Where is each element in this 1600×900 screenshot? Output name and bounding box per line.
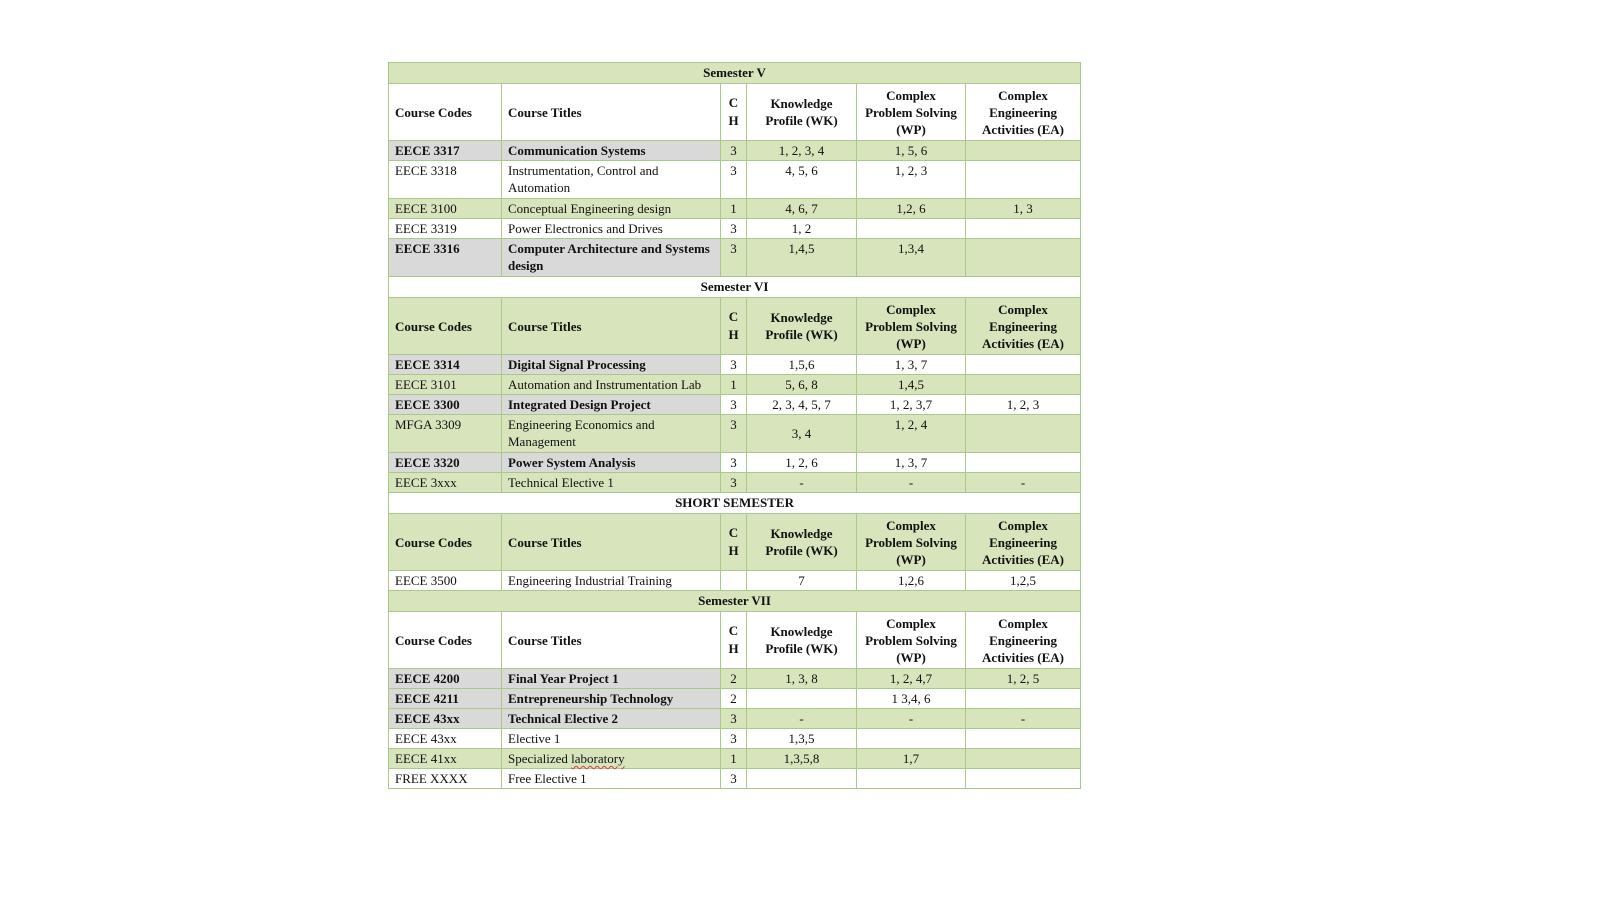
course-title: Final Year Project 1 — [502, 669, 721, 689]
course-wp: - — [857, 709, 966, 729]
course-title: Computer Architecture and Systems design — [502, 239, 721, 277]
course-ch: 3 — [721, 239, 747, 277]
course-row — [389, 161, 1081, 199]
course-row — [389, 395, 1081, 415]
course-ea — [966, 375, 1081, 395]
course-ea — [966, 769, 1081, 789]
course-ch: 3 — [721, 453, 747, 473]
course-ch: 3 — [721, 395, 747, 415]
course-title: Communication Systems — [502, 141, 721, 161]
course-wk: 1, 2, 3, 4 — [747, 141, 857, 161]
course-wp: 1, 2, 3 — [857, 161, 966, 199]
header-ch-h: H — [728, 641, 739, 656]
column-header-row — [389, 514, 1081, 571]
column-header-row — [389, 612, 1081, 669]
course-wp: 1, 3, 7 — [857, 453, 966, 473]
header-ch-h: H — [728, 543, 739, 558]
course-row — [389, 689, 1081, 709]
course-ea — [966, 161, 1081, 199]
course-ea — [966, 729, 1081, 749]
course-ea: 1, 2, 5 — [966, 669, 1081, 689]
course-wk — [747, 769, 857, 789]
course-title: Automation and Instrumentation Lab — [502, 375, 721, 395]
course-ea — [966, 355, 1081, 375]
course-title-text: Specialized — [508, 751, 572, 766]
spellcheck-flagged-word: laboratory — [571, 751, 625, 766]
course-row — [389, 199, 1081, 219]
semester-heading — [389, 277, 1081, 298]
header-credit-hours — [721, 612, 747, 669]
course-ea — [966, 453, 1081, 473]
course-ea: 1, 3 — [966, 199, 1081, 219]
course-ea: - — [966, 709, 1081, 729]
course-title: Elective 1 — [502, 729, 721, 749]
header-complex-problem-solving: Complex Problem Solving (WP) — [857, 612, 966, 669]
header-credit-hours — [721, 514, 747, 571]
course-code: EECE 43xx — [389, 729, 502, 749]
header-complex-engineering-activities: Complex Engineering Activities (EA) — [966, 612, 1081, 669]
course-title: Instrumentation, Control and Automation — [502, 161, 721, 199]
course-wk: 4, 5, 6 — [747, 161, 857, 199]
course-ea — [966, 749, 1081, 769]
course-title: Conceptual Engineering design — [502, 199, 721, 219]
course-code: EECE 3316 — [389, 239, 502, 277]
course-wp — [857, 769, 966, 789]
header-knowledge-profile: Knowledge Profile (WK) — [747, 298, 857, 355]
course-wk: 1, 2, 6 — [747, 453, 857, 473]
course-ea — [966, 141, 1081, 161]
course-code: FREE XXXX — [389, 769, 502, 789]
course-code: MFGA 3309 — [389, 415, 502, 453]
course-mapping-table — [388, 62, 1080, 789]
course-row — [389, 415, 1081, 453]
semester-heading — [389, 591, 1081, 612]
course-ch — [721, 571, 747, 591]
course-code: EECE 3318 — [389, 161, 502, 199]
course-wp: 1, 2, 4,7 — [857, 669, 966, 689]
course-wp: 1, 5, 6 — [857, 141, 966, 161]
course-ch: 3 — [721, 355, 747, 375]
course-wk: 3, 4 — [747, 415, 857, 453]
header-complex-problem-solving: Complex Problem Solving (WP) — [857, 514, 966, 571]
course-wp: 1, 2, 3,7 — [857, 395, 966, 415]
header-knowledge-profile: Knowledge Profile (WK) — [747, 612, 857, 669]
course-wk: 1, 2 — [747, 219, 857, 239]
course-wp: - — [857, 473, 966, 493]
header-complex-engineering-activities: Complex Engineering Activities (EA) — [966, 84, 1081, 141]
course-ea — [966, 219, 1081, 239]
course-wp: 1,7 — [857, 749, 966, 769]
course-wk: 5, 6, 8 — [747, 375, 857, 395]
course-row — [389, 769, 1081, 789]
course-code: EECE 3319 — [389, 219, 502, 239]
header-course-codes: Course Codes — [389, 298, 502, 355]
course-row — [389, 729, 1081, 749]
course-wp: 1, 3, 7 — [857, 355, 966, 375]
header-knowledge-profile: Knowledge Profile (WK) — [747, 514, 857, 571]
semester-title: Semester VI — [389, 277, 1081, 298]
course-row — [389, 219, 1081, 239]
course-ch: 3 — [721, 219, 747, 239]
course-row — [389, 375, 1081, 395]
course-wk: 4, 6, 7 — [747, 199, 857, 219]
course-ch: 3 — [721, 769, 747, 789]
course-wk: 1,5,6 — [747, 355, 857, 375]
course-row — [389, 141, 1081, 161]
semester-heading — [389, 63, 1081, 84]
course-row — [389, 239, 1081, 277]
course-wp: 1,4,5 — [857, 375, 966, 395]
course-wp: 1 3,4, 6 — [857, 689, 966, 709]
course-wk: 1,3,5,8 — [747, 749, 857, 769]
course-code: EECE 3500 — [389, 571, 502, 591]
course-code: EECE 41xx — [389, 749, 502, 769]
header-course-titles: Course Titles — [502, 612, 721, 669]
course-title: Engineering Economics and Management — [502, 415, 721, 453]
course-wk: 1,4,5 — [747, 239, 857, 277]
course-ch: 1 — [721, 199, 747, 219]
column-header-row — [389, 298, 1081, 355]
header-course-codes: Course Codes — [389, 612, 502, 669]
course-ch: 3 — [721, 415, 747, 453]
course-ea — [966, 239, 1081, 277]
header-course-titles: Course Titles — [502, 514, 721, 571]
course-wp: 1,2,6 — [857, 571, 966, 591]
course-title: Digital Signal Processing — [502, 355, 721, 375]
header-credit-hours — [721, 84, 747, 141]
course-wk: 2, 3, 4, 5, 7 — [747, 395, 857, 415]
course-code: EECE 43xx — [389, 709, 502, 729]
course-row — [389, 709, 1081, 729]
course-code: EECE 3320 — [389, 453, 502, 473]
header-ch-c: C — [728, 525, 739, 540]
course-row — [389, 571, 1081, 591]
course-ea: - — [966, 473, 1081, 493]
header-complex-problem-solving: Complex Problem Solving (WP) — [857, 298, 966, 355]
course-code: EECE 3101 — [389, 375, 502, 395]
course-ea: 1,2,5 — [966, 571, 1081, 591]
header-credit-hours — [721, 298, 747, 355]
course-title — [502, 749, 721, 769]
course-wp: 1,3,4 — [857, 239, 966, 277]
course-wk: 1, 3, 8 — [747, 669, 857, 689]
header-ch-h: H — [728, 113, 739, 128]
course-code: EECE 3xxx — [389, 473, 502, 493]
course-row — [389, 749, 1081, 769]
course-ch: 3 — [721, 161, 747, 199]
header-ch-c: C — [728, 309, 739, 324]
course-code: EECE 3300 — [389, 395, 502, 415]
semester-heading — [389, 493, 1081, 514]
header-course-titles: Course Titles — [502, 84, 721, 141]
course-code: EECE 4200 — [389, 669, 502, 689]
header-ch-h: H — [728, 327, 739, 342]
course-wp: 1, 2, 4 — [857, 415, 966, 453]
semester-title: Semester VII — [389, 591, 1081, 612]
course-wp: 1,2, 6 — [857, 199, 966, 219]
course-wk: 1,3,5 — [747, 729, 857, 749]
course-wk: - — [747, 473, 857, 493]
course-code: EECE 3100 — [389, 199, 502, 219]
semester-title: SHORT SEMESTER — [389, 493, 1081, 514]
course-ch: 3 — [721, 709, 747, 729]
course-title: Free Elective 1 — [502, 769, 721, 789]
course-ch: 3 — [721, 473, 747, 493]
header-ch-c: C — [728, 95, 739, 110]
course-code: EECE 4211 — [389, 689, 502, 709]
header-course-codes: Course Codes — [389, 514, 502, 571]
header-course-codes: Course Codes — [389, 84, 502, 141]
course-title: Technical Elective 2 — [502, 709, 721, 729]
course-wk: - — [747, 709, 857, 729]
course-row — [389, 355, 1081, 375]
course-ea — [966, 689, 1081, 709]
header-complex-problem-solving: Complex Problem Solving (WP) — [857, 84, 966, 141]
course-code: EECE 3317 — [389, 141, 502, 161]
course-table — [388, 62, 1081, 789]
header-complex-engineering-activities: Complex Engineering Activities (EA) — [966, 298, 1081, 355]
header-ch-c: C — [728, 623, 739, 638]
course-row — [389, 669, 1081, 689]
course-title: Entrepreneurship Technology — [502, 689, 721, 709]
course-title: Technical Elective 1 — [502, 473, 721, 493]
course-row — [389, 473, 1081, 493]
course-row — [389, 453, 1081, 473]
course-title: Integrated Design Project — [502, 395, 721, 415]
header-course-titles: Course Titles — [502, 298, 721, 355]
course-ea — [966, 415, 1081, 453]
course-code: EECE 3314 — [389, 355, 502, 375]
course-title: Power Electronics and Drives — [502, 219, 721, 239]
course-wp — [857, 729, 966, 749]
course-wk: 7 — [747, 571, 857, 591]
course-wk — [747, 689, 857, 709]
course-title: Power System Analysis — [502, 453, 721, 473]
header-knowledge-profile: Knowledge Profile (WK) — [747, 84, 857, 141]
course-wp — [857, 219, 966, 239]
column-header-row — [389, 84, 1081, 141]
course-ea: 1, 2, 3 — [966, 395, 1081, 415]
course-title: Engineering Industrial Training — [502, 571, 721, 591]
semester-title: Semester V — [389, 63, 1081, 84]
course-ch: 2 — [721, 689, 747, 709]
course-ch: 3 — [721, 729, 747, 749]
course-ch: 1 — [721, 749, 747, 769]
header-complex-engineering-activities: Complex Engineering Activities (EA) — [966, 514, 1081, 571]
course-ch: 2 — [721, 669, 747, 689]
course-ch: 1 — [721, 375, 747, 395]
course-ch: 3 — [721, 141, 747, 161]
